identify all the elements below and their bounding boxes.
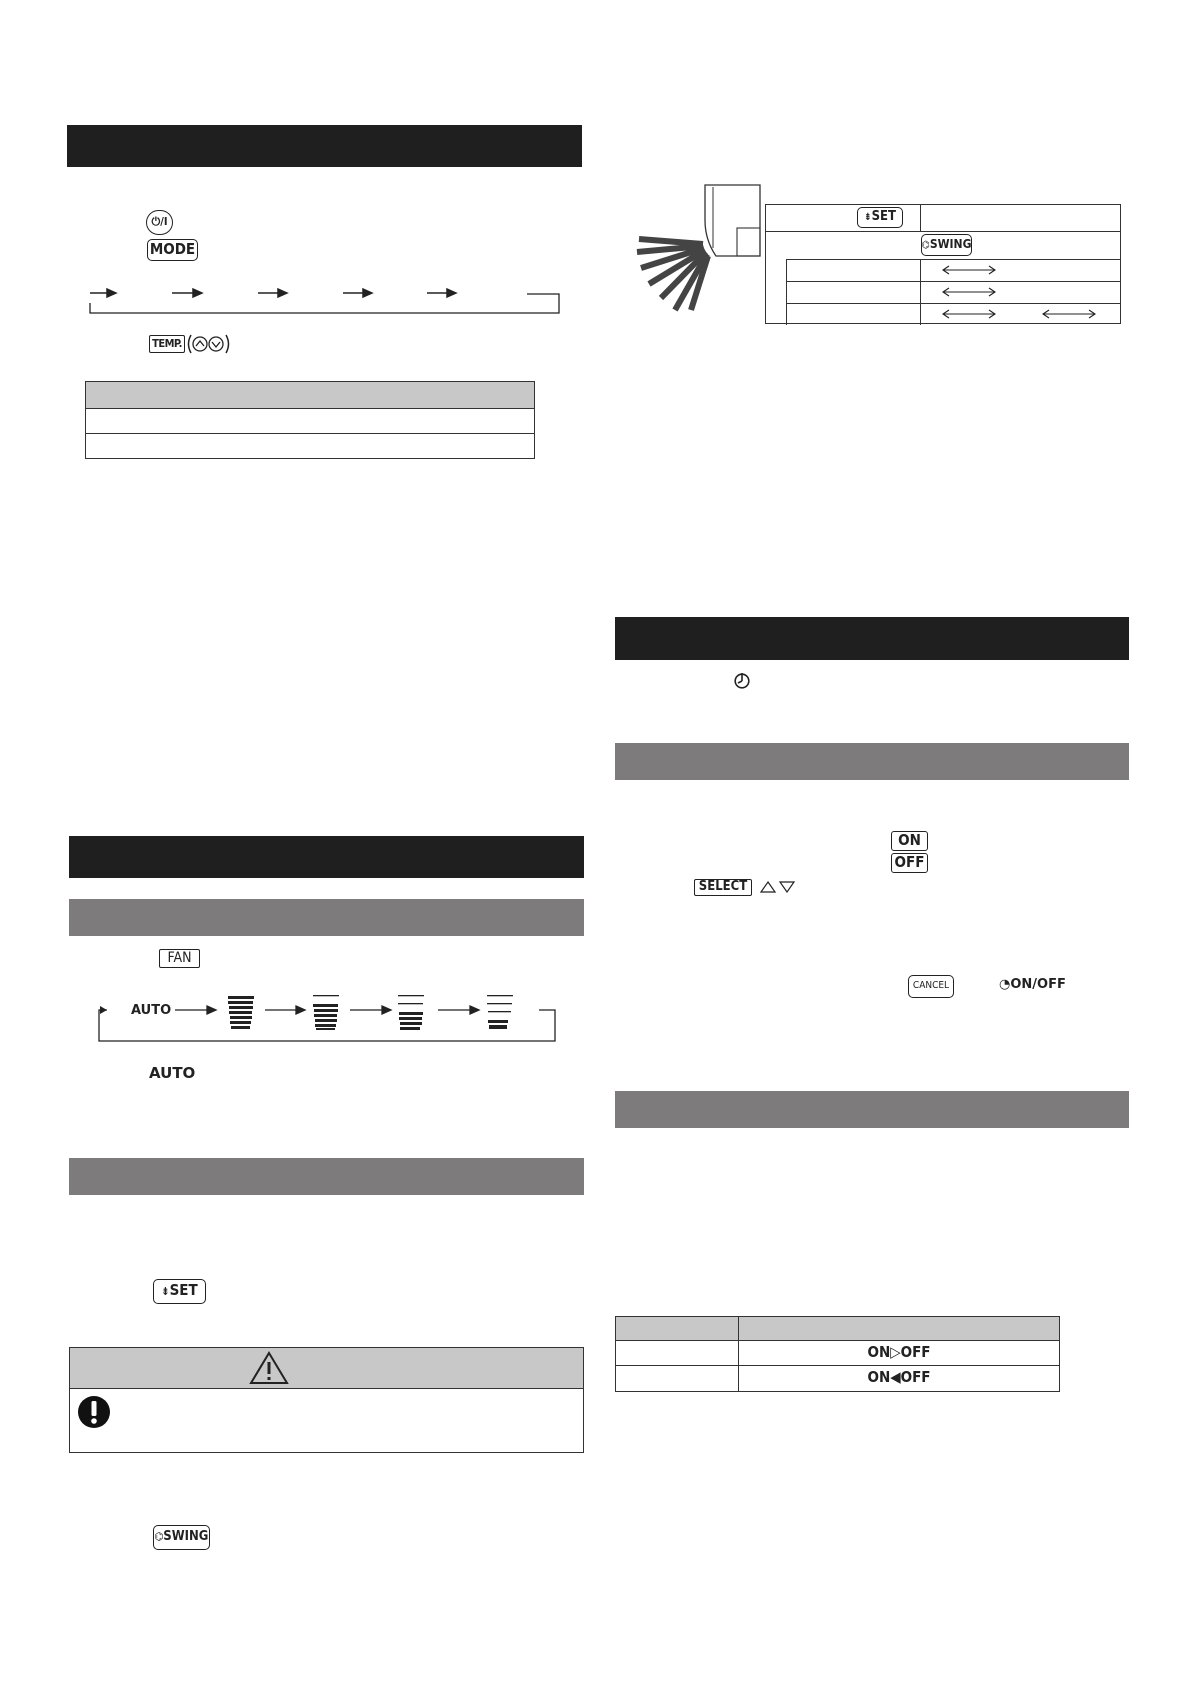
- set-button[interactable]: ⇟SET: [153, 1279, 206, 1304]
- fan-speed-cycle-diagram: [95, 990, 555, 1070]
- subsection-header-airflow-direction: [69, 1158, 584, 1195]
- timer-on-button[interactable]: ON: [891, 831, 928, 851]
- swing-table: [765, 204, 1121, 324]
- subsection-header-timer-setting: [615, 743, 1129, 780]
- swing-range-arrows: [921, 259, 1121, 325]
- swing-icon: ⌬: [154, 1530, 164, 1543]
- swing-icon: ⌬: [922, 240, 930, 251]
- fan-auto-note: AUTO: [149, 1064, 196, 1082]
- section-header-airflow: [69, 836, 584, 878]
- temperature-table-divider: [86, 433, 534, 434]
- section-header-operation: [67, 125, 582, 167]
- timer-clock-icon: ◔: [999, 977, 1011, 992]
- warning-triangle-icon: [249, 1350, 289, 1386]
- subsection-header-fan-speed: [69, 899, 584, 936]
- fan-level-high-icon: [228, 996, 254, 1029]
- section-header-timer: [615, 617, 1129, 660]
- timer-table-row1: ON▷OFF: [867, 1343, 931, 1361]
- timer-clock-icon: [733, 672, 751, 690]
- power-button[interactable]: [146, 210, 173, 235]
- temperature-table: [85, 381, 535, 459]
- temp-button[interactable]: TEMP.: [149, 335, 185, 353]
- swing-table-line: [766, 231, 1120, 232]
- caution-box-header: [70, 1348, 583, 1389]
- air-direction-icon: ⇟: [161, 1285, 170, 1298]
- swing-table-swing-button[interactable]: ⌬SWING: [921, 234, 972, 256]
- air-direction-icon: ⇟: [864, 212, 872, 223]
- temp-up-down-icon[interactable]: [187, 333, 231, 355]
- timer-table-line: [616, 1365, 1059, 1366]
- select-up-down-icon[interactable]: [760, 880, 800, 896]
- timer-table: [615, 1316, 1060, 1392]
- power-icon: ⏻/I: [151, 215, 168, 228]
- swing-table-line: [920, 205, 921, 231]
- select-button[interactable]: SELECT: [694, 879, 752, 896]
- temperature-table-header: [86, 382, 534, 409]
- fan-level-mid-high-icon: [313, 995, 339, 1030]
- subsection-header-timer-mode: [615, 1091, 1129, 1128]
- timer-off-button[interactable]: OFF: [891, 853, 928, 873]
- exclamation-circle-icon: [77, 1395, 111, 1429]
- timer-on-off-label: ◔ON/OFF: [999, 977, 1066, 992]
- fan-auto-label: AUTO: [131, 1003, 172, 1018]
- caution-box: [69, 1347, 584, 1453]
- swing-table-set-button[interactable]: ⇟SET: [857, 207, 903, 228]
- swing-table-line: [786, 259, 787, 325]
- cancel-button[interactable]: CANCEL: [908, 975, 954, 998]
- air-louver-diagram: [635, 180, 765, 330]
- fan-level-mid-low-icon: [398, 995, 424, 1030]
- timer-table-row2: ON◀OFF: [867, 1368, 931, 1386]
- swing-button[interactable]: ⌬SWING: [153, 1525, 210, 1550]
- mode-cycle-diagram: [80, 283, 560, 323]
- mode-button[interactable]: MODE: [147, 239, 198, 261]
- fan-button[interactable]: FAN: [159, 949, 200, 968]
- timer-table-header: [616, 1317, 1059, 1341]
- fan-level-low-icon: [487, 995, 513, 1029]
